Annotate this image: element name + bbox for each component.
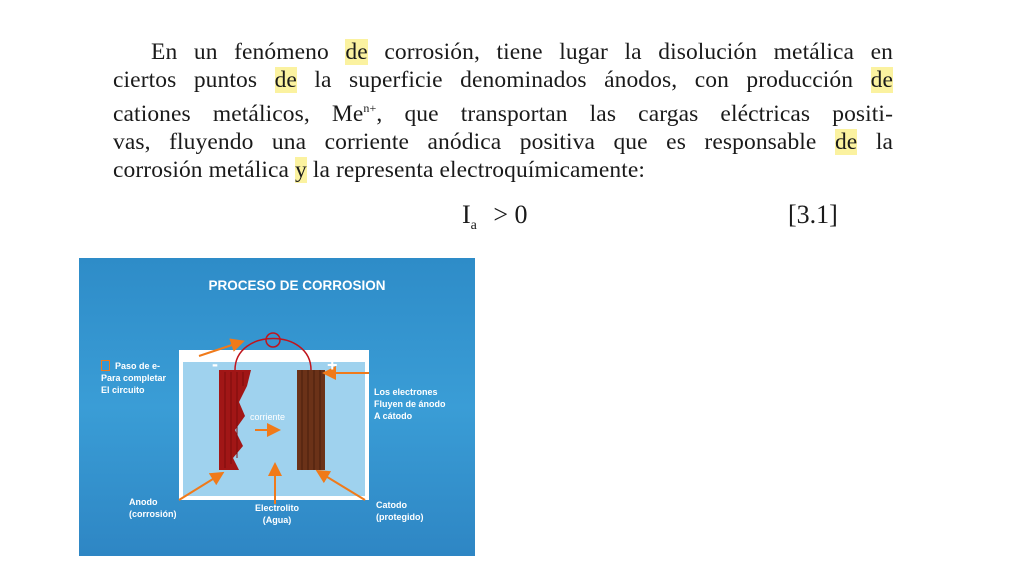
equation-symbol: I xyxy=(462,200,471,229)
paragraph-line-3: cationes metálicos, $Me^{n+}$, que transportan las cargas eléctricas positi- xyxy=(113,100,893,127)
label-electrolyte: Electrolito (Agua) xyxy=(255,503,300,525)
plus-sign: + xyxy=(327,355,338,375)
paragraph-line-5: corrosión metálica y la representa electroquímicamente: xyxy=(113,156,646,183)
label-anode: Anodo (corrosión) xyxy=(129,497,177,519)
label-cathode: Catodo (protegido) xyxy=(376,500,424,522)
label-electron-pass: Paso de e- Para completar El circuito xyxy=(101,361,167,395)
equation-subscript: a xyxy=(470,218,477,234)
minus-sign: - xyxy=(212,354,218,374)
paragraph-line-2: ciertos puntos de la superficie denominados ánodos, con producción de xyxy=(113,67,893,93)
equation-number: [3.1] xyxy=(788,200,838,229)
label-electrons-flow: Los electrones Fluyen de ánodo A cátodo xyxy=(374,387,446,421)
cathode-plate xyxy=(297,370,325,470)
paragraph-text xyxy=(113,38,893,184)
equation xyxy=(462,200,528,234)
corrosion-slide xyxy=(79,258,475,556)
paragraph-line-4: vas, fluyendo una corriente anódica positiva que es responsable de la xyxy=(113,128,893,155)
label-current: corriente xyxy=(250,412,286,422)
equation-relation: > 0 xyxy=(493,200,528,229)
slide-title: PROCESO DE CORROSION xyxy=(208,278,386,293)
paragraph-line-1: En un fenómeno de corrosión, tiene lugar la disolución metálica en xyxy=(151,39,893,65)
bullet-icon xyxy=(101,360,110,371)
